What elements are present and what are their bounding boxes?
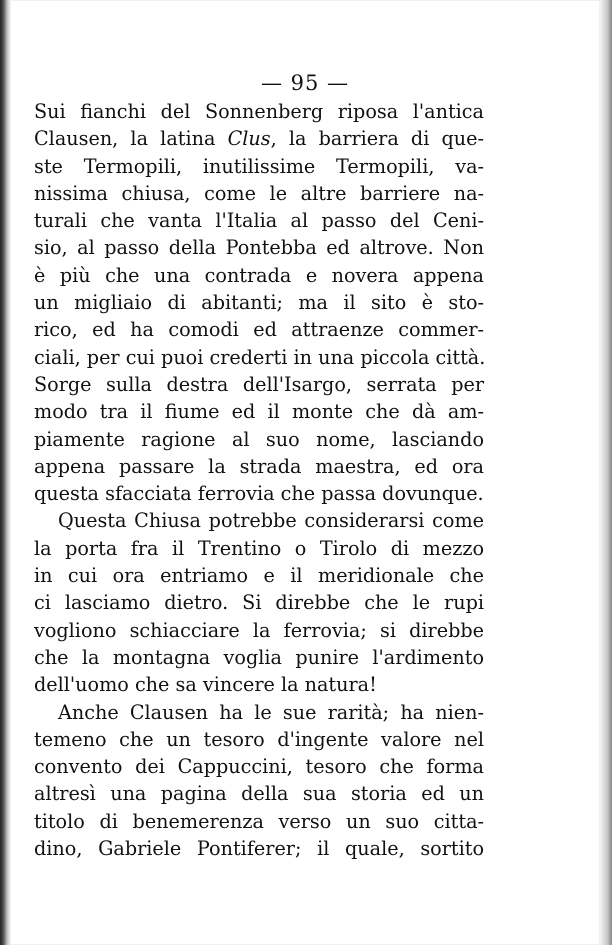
book-page [10, 0, 600, 945]
text-line: temeno che un tesoro d'ingente valore nel [34, 727, 484, 751]
text-line: questa sfacciata ferrovia che passa dovunque. [34, 482, 484, 506]
text-line: nissima chiusa, come le altre barriere na- [34, 181, 484, 205]
text-line: che la montagna voglia punire l'ardimento [34, 645, 484, 669]
page-number: — 95 — [260, 71, 350, 95]
text-line: turali che vanta l'Italia al passo del Ceni- [34, 209, 484, 233]
text-line: dino, Gabriele Pontiferer; il quale, sortito [34, 837, 484, 861]
text-line: Questa Chiusa potrebbe considerarsi come [58, 509, 484, 533]
text-line: appena passare la strada maestra, ed ora [34, 454, 484, 478]
text-line: ste Termopili, inutilissime Termopili, va- [34, 154, 484, 178]
scan-right-edge [600, 0, 612, 945]
text-line: altresì una pagina della sua storia ed un [34, 782, 484, 806]
text-line: Sorge sulla destra dell'Isargo, serrata per [34, 372, 484, 396]
text-line: la porta fra il Trentino o Tirolo di mezzo [34, 536, 484, 560]
text-line: in cui ora entriamo e il meridionale che [34, 564, 484, 588]
text-run: , la barriera di que- [270, 127, 484, 151]
text-line: titolo di benemerenza verso un suo citta- [34, 809, 484, 833]
text-line: sio, al passo della Pontebba ed altrove. Non [34, 236, 484, 260]
text-line: dell'uomo che sa vincere la natura! [34, 673, 377, 697]
text-line: ci lasciamo dietro. Si direbbe che le rupi [34, 591, 484, 615]
text-line: Sui fianchi del Sonnenberg riposa l'antica [34, 100, 484, 123]
text-line: Anche Clausen ha le sue rarità; ha nien- [58, 700, 484, 724]
text-line [34, 125, 484, 152]
latin-term: Clus [227, 127, 271, 151]
text-line: ciali, per cui puoi crederti in una piccola città. [34, 345, 486, 369]
text-line: convento dei Cappuccini, tesoro che forma [34, 755, 484, 779]
text-line: modo tra il fiume ed il monte che dà am- [34, 400, 484, 424]
body-text [34, 98, 484, 862]
text-run: Clausen, la latina [34, 127, 228, 151]
scan-left-border [0, 0, 10, 945]
text-line: è più che una contrada e novera appena [34, 263, 484, 287]
text-line: un migliaio di abitanti; ma il sito è sto- [34, 291, 484, 315]
text-line: vogliono schiacciare la ferrovia; si direbbe [34, 618, 484, 642]
text-line: piamente ragione al suo nome, lasciando [34, 427, 484, 451]
text-line: rico, ed ha comodi ed attraenze commer- [34, 318, 484, 342]
